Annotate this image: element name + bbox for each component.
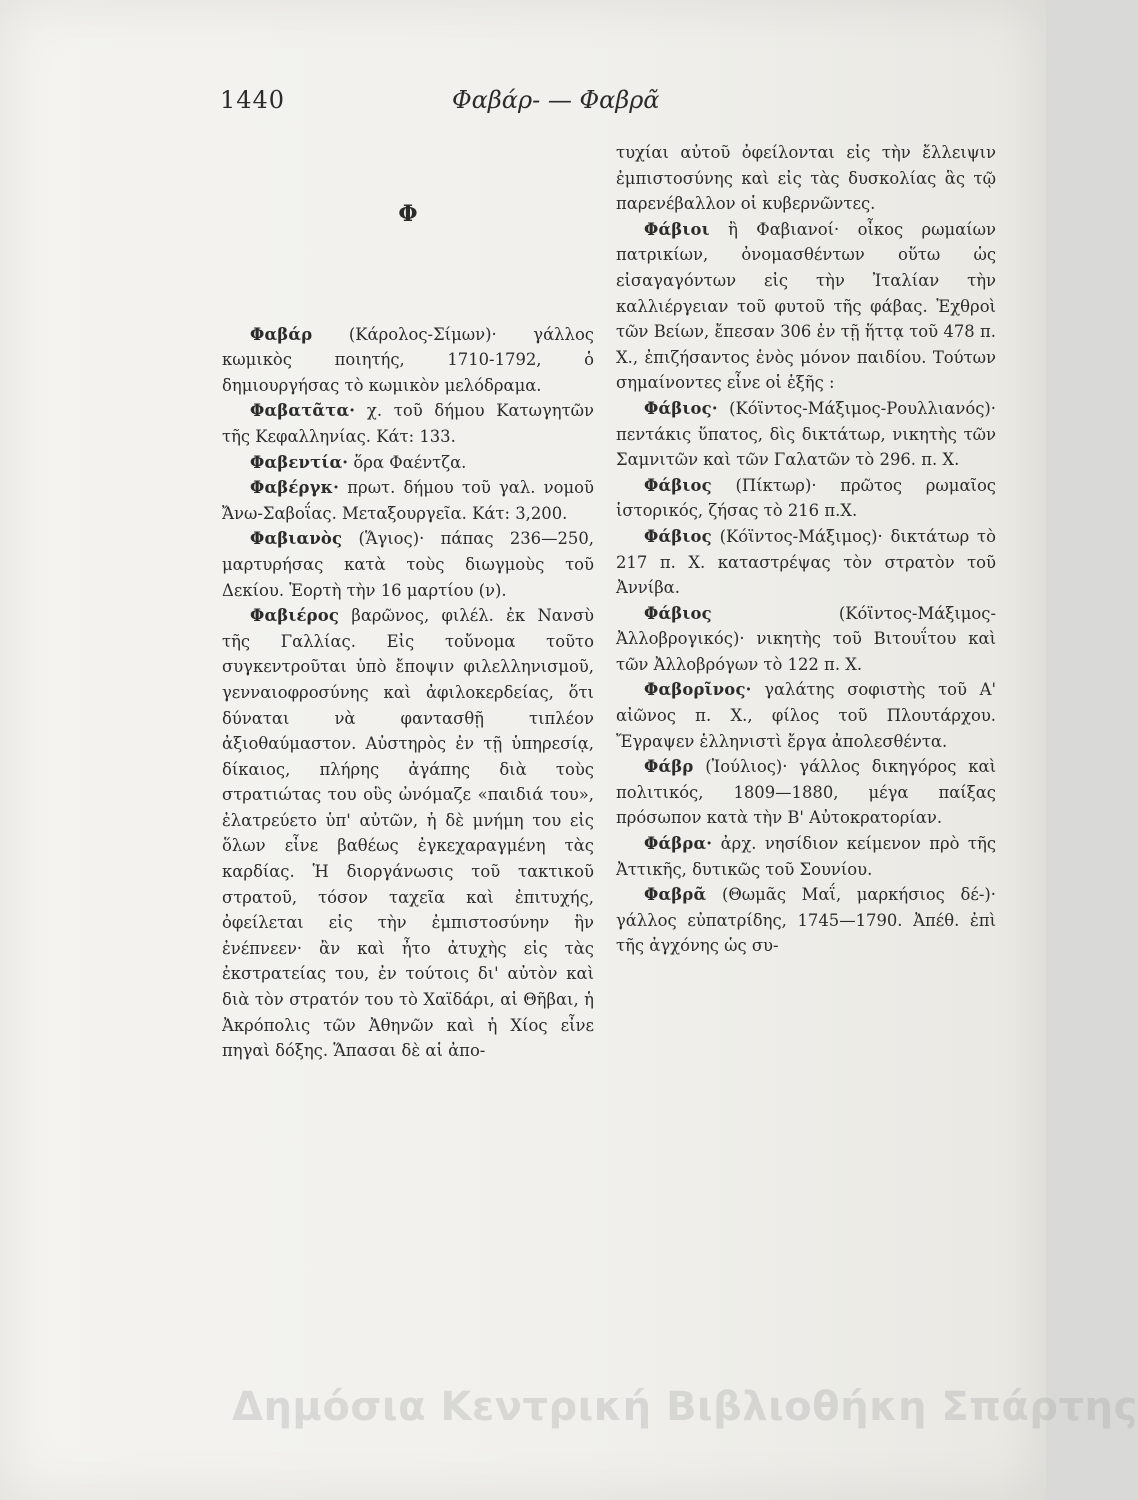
dictionary-entry: [222, 526, 594, 603]
entry-body: πρωτ. δήμου τοῦ γαλ. νομοῦ Ἄνω-Σαβοΐας. Μεταξουργεῖα. Κάτ: 3,200.: [222, 478, 594, 523]
entry-headword: Φάβιος: [644, 603, 712, 623]
entry-headword: Φαβιανὸς: [250, 529, 343, 549]
entry-body: (Κάρολος-Σίμων)· γάλλος κωμικὸς ποιητής, 1710-1792, ὁ δημιουργήσας τὸ κωμικὸν μελόδραμα.: [222, 324, 594, 395]
dictionary-entry: [222, 322, 594, 399]
entry-body: (Κόϊντος-Μάξιμος)· δικτάτωρ τὸ 217 π. Χ. καταστρέψας τὸν στρατὸν τοῦ Ἀννίβα.: [616, 526, 996, 598]
entry-body: (Ἅγιος)· πάπας 236—250, μαρτυρήσας κατὰ τοὺς διωγμοὺς τοῦ Δεκίου. Ἑορτὴ τὴν 16 μαρτίου (ν).: [222, 529, 594, 600]
entry-headword: Φαβέργκ·: [250, 478, 340, 498]
dictionary-entry: [616, 677, 996, 754]
dictionary-entry: [616, 882, 996, 959]
entry-body: ἀρχ. νησίδιον κείμενον πρὸ τῆς Ἀττικῆς, δυτικῶς τοῦ Σουνίου.: [616, 834, 996, 879]
dictionary-entry: [616, 754, 996, 831]
letter-heading: Φ: [398, 201, 418, 227]
dictionary-entry: [222, 398, 594, 449]
continued-text: τυχίαι αὐτοῦ ὀφείλονται εἰς τὴν ἔλλειψιν ἐμπιστοσύνης καὶ εἰς τὰς δυσκολίας ἃς τῷ παρενέβαλλον οἱ κυβερνῶντες.: [616, 143, 996, 214]
page-number: 1440: [220, 86, 286, 114]
left-column: [222, 140, 594, 1064]
entry-body: χ. τοῦ δήμου Κατωγητῶν τῆς Κεφαλληνίας. Κάτ: 133.: [222, 401, 594, 446]
dictionary-entry: [616, 601, 996, 678]
entry-body: (Κόϊντος-Μάξιμος-Ρουλλιανός)· πεντάκις ὕπατος, δὶς δικτάτωρ, νικητὴς τῶν Σαμνιτῶν καὶ τῶν Γαλατῶν τὸ 296. π. Χ.: [616, 398, 996, 470]
dictionary-entry: [616, 831, 996, 882]
entry-headword: Φάβρ: [644, 757, 694, 777]
header-range: Φαβάρ- — Φαβρᾶ: [452, 86, 660, 114]
entry-headword: Φαβατᾶτα·: [250, 401, 356, 421]
dictionary-entry: [616, 217, 996, 396]
entry-body: ἢ Φαβιανοί· οἶκος ρωμαίων πατρικίων, ὀνομασθέντων οὕτω ὡς εἰσαγαγόντων εἰς τὴν Ἰταλίαν τὴν καλλιέργειαν τοῦ φυτοῦ τῆς φάβας. Ἐχθροὶ τῶν Βείων, ἔπεσαν 306 ἐν τῇ ἥττᾳ τοῦ 478 π. Χ., ἐπιζήσαντος ἑνὸς μόνον παιδίου. Τούτων σημαίνοντες εἶνε οἱ ἑξῆς :: [616, 219, 996, 393]
right-column: [616, 140, 996, 959]
dictionary-entry: [616, 473, 996, 524]
dictionary-entry: [222, 450, 594, 476]
entry-headword: Φάβρα·: [644, 834, 713, 854]
dictionary-entry: [616, 524, 996, 601]
entry-headword: Φάβιος·: [644, 398, 718, 418]
entry-body: ὅρα Φαέντζα.: [353, 452, 467, 472]
entry-headword: Φαβάρ: [250, 324, 313, 344]
dictionary-entry: [222, 603, 594, 1064]
entry-headword: Φαβεντία·: [250, 452, 349, 472]
entry-body: βαρῶνος, φιλέλ. ἐκ Νανσὺ τῆς Γαλλίας. Εἰς τοὔνομα τοῦτο συγκεντροῦται ὑπὸ ἔποψιν φιλελληνισμοῦ, γενναιοφροσύνης καὶ ἀφιλοκερδείας, ὅτι δύναται νὰ φαντασθῇ τιπλέον ἀξιοθαύμαστον. Αὐστηρὸς ἐν τῇ ὑπηρεσίᾳ, δίκαιος, πλήρης ἀγάπης διὰ τοὺς στρατιώτας του οὓς ὠνόμαζε «παιδιά του», ἐλατρεύετο ὑπ' αὐτῶν, ἡ δὲ μνήμη του εἰς ὅλων εἶνε βαθέως ἐγκεχαραγμένη τὰς καρδίας. Ἡ διοργάνωσις τοῦ τακτικοῦ στρατοῦ, τόσον ταχεῖα καὶ ἐπιτυχής, ὀφείλεται εἰς τὴν ἐμπιστοσύνην ἣν ἐνέπνεεν· ἂν καὶ ἦτο ἀτυχὴς εἰς τὰς ἐκστρατείας του, ἐν τούτοις δι' αὐτὸν καὶ διὰ τὸν στρατόν του τὸ Χαϊδάρι, αἱ Θῆβαι, ἡ Ἀκρόπολις τῶν Ἀθηνῶν καὶ ἡ Χίος εἶνε πηγαὶ δόξης. Ἅπασαι δὲ αἱ ἀπο-: [222, 606, 594, 1061]
entry-body: γαλάτης σοφιστὴς τοῦ Α' αἰῶνος π. Χ., φίλος τοῦ Πλουτάρχου. Ἔγραψεν ἑλληνιστὶ ἔργα ἀπολεσθέντα.: [616, 680, 996, 751]
entry-body: (Ἰούλιος)· γάλλος δικηγόρος καὶ πολιτικός, 1809—1880, μέγα παίξας πρόσωπον κατὰ τὴν Β' Αὐτοκρατορίαν.: [616, 757, 997, 828]
entry-headword: Φαβιέρος: [250, 606, 340, 626]
running-header: [220, 86, 1000, 126]
entry-headword: Φάβιοι: [644, 219, 710, 239]
entry-headword: Φάβιος: [644, 526, 712, 546]
entry-body: (Θωμᾶς Μαΐ, μαρκήσιος δέ-)· γάλλος εὐπατρίδης, 1745—1790. Ἀπέθ. ἐπὶ τῆς ἀγχόνης ὡς συ-: [616, 885, 996, 956]
entry-headword: Φαβορῖνος·: [644, 680, 752, 700]
entry-headword: Φάβιος: [644, 475, 712, 495]
dictionary-entry: [616, 396, 996, 473]
entry-body: (Κόϊντος-Μάξιμος-Ἀλλοβρογικός)· νικητὴς τοῦ Βιτουΐτου καὶ τῶν Ἀλλοβρόγων τὸ 122 π. Χ.: [616, 603, 996, 674]
entry-headword: Φαβρᾶ: [644, 885, 707, 905]
library-watermark: Δημόσια Κεντρική Βιβλιοθήκη Σπάρτης: [232, 1384, 1138, 1430]
dictionary-entry: [222, 475, 594, 526]
entry-body: (Πίκτωρ)· πρῶτος ρωμαῖος ἱστορικός, ζήσας τὸ 216 π.Χ.: [616, 475, 996, 521]
